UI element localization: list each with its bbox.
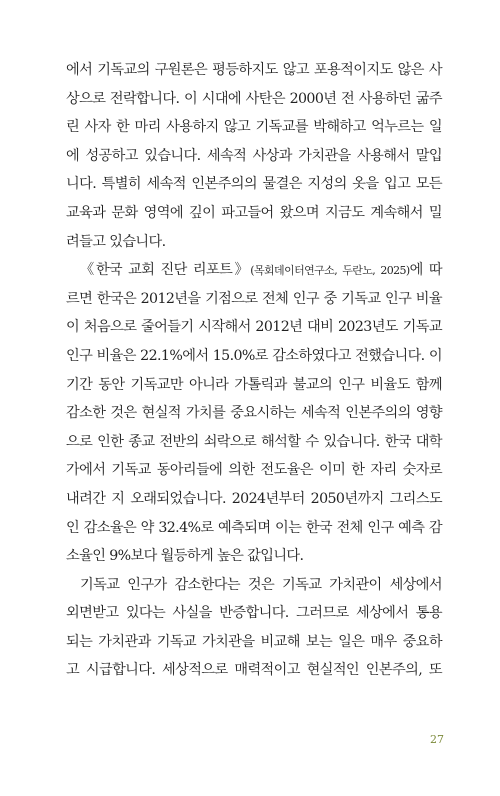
text-line: 기간 동안 기독교만 아니라 가톨릭과 불교의 인구 비율도 함께 <box>66 376 442 393</box>
text-line: 되는 가치관과 기독교 가치관을 비교해 보는 일은 매우 중요하 <box>66 633 442 650</box>
text-line: 에 성공하고 있습니다. 세속적 사상과 가치관을 사용해서 말입 <box>66 147 442 164</box>
text-line: 내려간 지 오래되었습니다. 2024년부터 2050년까지 그리스도 <box>66 490 442 507</box>
book-title: 《한국 교회 진단 리포트》 <box>80 262 251 279</box>
text-line: 교육과 문화 영역에 깊이 파고들어 왔으며 지금도 계속해서 밀 <box>66 204 442 221</box>
text-line: 으로 인한 종교 전반의 쇠락으로 해석할 수 있습니다. 한국 대학 <box>66 433 442 450</box>
text-line: 기독교 인구가 감소한다는 것은 기독교 가치관이 세상에서 <box>80 576 442 593</box>
text-line: 상으로 전락합니다. 이 시대에 사탄은 2000년 전 사용하던 굶주 <box>66 90 442 107</box>
page-number: 27 <box>430 733 444 746</box>
paragraph-1 <box>66 56 442 256</box>
text-line <box>66 256 442 285</box>
text-line: 이 처음으로 줄어들기 시작해서 2012년 대비 2023년도 기독교 <box>66 319 442 336</box>
text-line: 인구 비율은 22.1%에서 15.0%로 감소하였다고 전했습니다. 이 <box>66 347 442 364</box>
text-line: 소율인 9%보다 월등하게 높은 값입니다. <box>66 548 304 565</box>
text-line: 린 사자 한 마리 사용하지 않고 기독교를 박해하고 억누르는 일 <box>66 119 442 136</box>
paragraph-2 <box>66 256 442 571</box>
text-line: 감소한 것은 현실적 가치를 중요시하는 세속적 인본주의의 영향 <box>66 405 442 422</box>
text-line: 외면받고 있다는 사실을 반증합니다. 그러므로 세상에서 통용 <box>66 605 442 622</box>
text-line: 가에서 기독교 동아리들에 의한 전도율은 이미 한 자리 숫자로 <box>66 462 442 479</box>
body-text <box>66 56 442 685</box>
text-line: 려들고 있습니다. <box>66 233 166 250</box>
text-line: 르면 한국은 2012년을 기점으로 전체 인구 중 기독교 인구 비율 <box>66 290 442 307</box>
text-line: 니다. 특별히 세속적 인본주의의 물결은 지성의 옷을 입고 모든 <box>66 176 442 193</box>
text-line: 고 시급합니다. 세상적으로 매력적이고 현실적인 인본주의, 또 <box>66 662 442 679</box>
source-note: (목회데이터연구소, 두란노, 2025) <box>250 264 410 278</box>
paragraph-3 <box>66 571 442 685</box>
line-rest: 에 따 <box>409 262 442 279</box>
text-line: 인 감소율은 약 32.4%로 예측되며 이는 한국 전체 인구 예측 감 <box>66 519 442 536</box>
text-line: 에서 기독교의 구원론은 평등하지도 않고 포용적이지도 않은 사 <box>66 62 442 78</box>
